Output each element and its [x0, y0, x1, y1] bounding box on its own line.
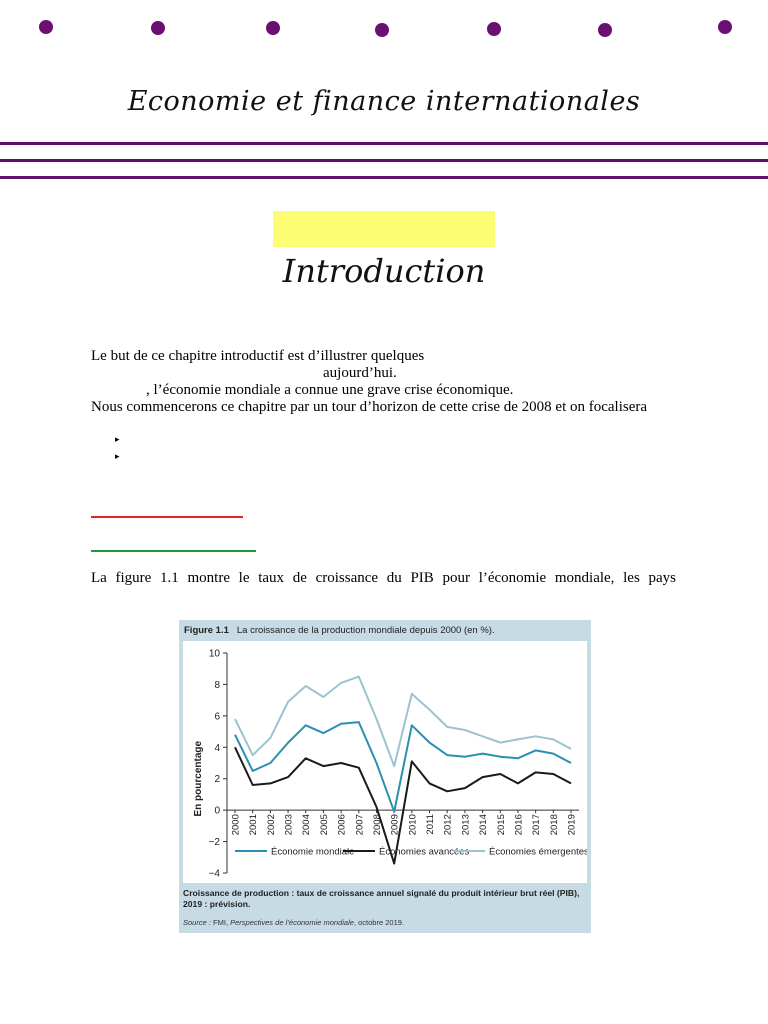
x-tick-label: 2017	[531, 814, 543, 836]
green-underline	[91, 550, 256, 552]
x-tick-label: 2003	[283, 814, 295, 836]
header-dot	[151, 21, 165, 35]
body-line: La figure 1.1 montre le taux de croissance du PIB pour l’économie mondiale, les pays	[91, 570, 676, 586]
red-underline	[91, 516, 243, 518]
figure-heading-text: La croissance de la production mondiale depuis 2000 (en %).	[236, 625, 495, 636]
line-chart	[183, 641, 587, 883]
series-line	[235, 722, 571, 812]
legend-label: Économies avancées	[379, 846, 470, 858]
section-title: Introduction	[282, 252, 486, 290]
x-tick-label: 2015	[495, 814, 507, 836]
highlight-box	[273, 211, 495, 247]
header-dot	[375, 23, 389, 37]
legend-label: Économies émergentes	[489, 846, 587, 858]
x-tick-label: 2007	[354, 814, 366, 836]
x-tick-label: 2010	[407, 814, 419, 836]
figure-caption: Croissance de production : taux de croissance annuel signalé du produit intérieur brut réel (PIB), 2019 : prévision.	[183, 888, 580, 909]
figure	[179, 620, 591, 933]
source-end: , octobre 2019.	[353, 918, 404, 927]
bullet-marker: ▸	[115, 451, 120, 461]
y-tick-label: −4	[208, 868, 220, 880]
y-tick-label: −2	[208, 837, 220, 849]
x-tick-label: 2001	[248, 814, 260, 836]
header-rule	[0, 159, 768, 162]
bullet-marker: ▸	[115, 434, 120, 444]
x-tick-label: 2014	[478, 814, 490, 836]
y-tick-label: 0	[214, 805, 220, 817]
chart-panel	[183, 641, 587, 883]
y-tick-label: 6	[214, 711, 220, 723]
figure-source	[183, 918, 404, 927]
x-tick-label: 2004	[301, 814, 313, 836]
body-line: Le but de ce chapitre introductif est d’illustrer quelques	[91, 348, 425, 364]
header-dot	[266, 21, 280, 35]
x-tick-label: 2018	[548, 814, 560, 836]
x-tick-label: 2002	[265, 814, 277, 836]
x-tick-label: 2011	[425, 814, 437, 835]
x-tick-label: 2008	[371, 814, 383, 836]
figure-label: Figure 1.1	[184, 625, 229, 636]
header-dot	[598, 23, 612, 37]
x-tick-label: 2006	[336, 814, 348, 836]
document-title: Economie et finance internationales	[127, 86, 641, 117]
source-label: Source :	[183, 918, 211, 927]
series-line	[235, 677, 571, 767]
body-line: Nous commencerons ce chapitre par un tour d’horizon de cette crise de 2008 et on focalisera	[91, 399, 648, 415]
y-axis-label: En pourcentage	[193, 740, 204, 817]
header-dot	[487, 22, 501, 36]
header-dot	[39, 20, 53, 34]
legend-label: Économie mondiale	[271, 846, 355, 858]
x-tick-label: 2013	[460, 814, 472, 836]
body-line: , l’économie mondiale a connue une grave crise économique.	[146, 382, 514, 398]
header-dot	[718, 20, 732, 34]
x-tick-label: 2016	[513, 814, 525, 836]
y-tick-label: 8	[214, 679, 220, 691]
header-rule	[0, 176, 768, 179]
x-tick-label: 2000	[230, 814, 242, 836]
y-tick-label: 10	[208, 648, 220, 660]
source-text: FMI,	[213, 918, 231, 927]
y-tick-label: 2	[214, 774, 220, 786]
x-tick-label: 2005	[318, 814, 330, 836]
x-tick-label: 2019	[566, 814, 578, 836]
body-line: aujourd’hui.	[323, 365, 397, 381]
source-title: Perspectives de l’économie mondiale	[230, 918, 354, 927]
x-tick-label: 2012	[442, 814, 454, 836]
x-tick-label: 2009	[389, 814, 401, 836]
figure-heading	[184, 625, 495, 636]
y-tick-label: 4	[214, 742, 220, 754]
header-rule	[0, 142, 768, 145]
